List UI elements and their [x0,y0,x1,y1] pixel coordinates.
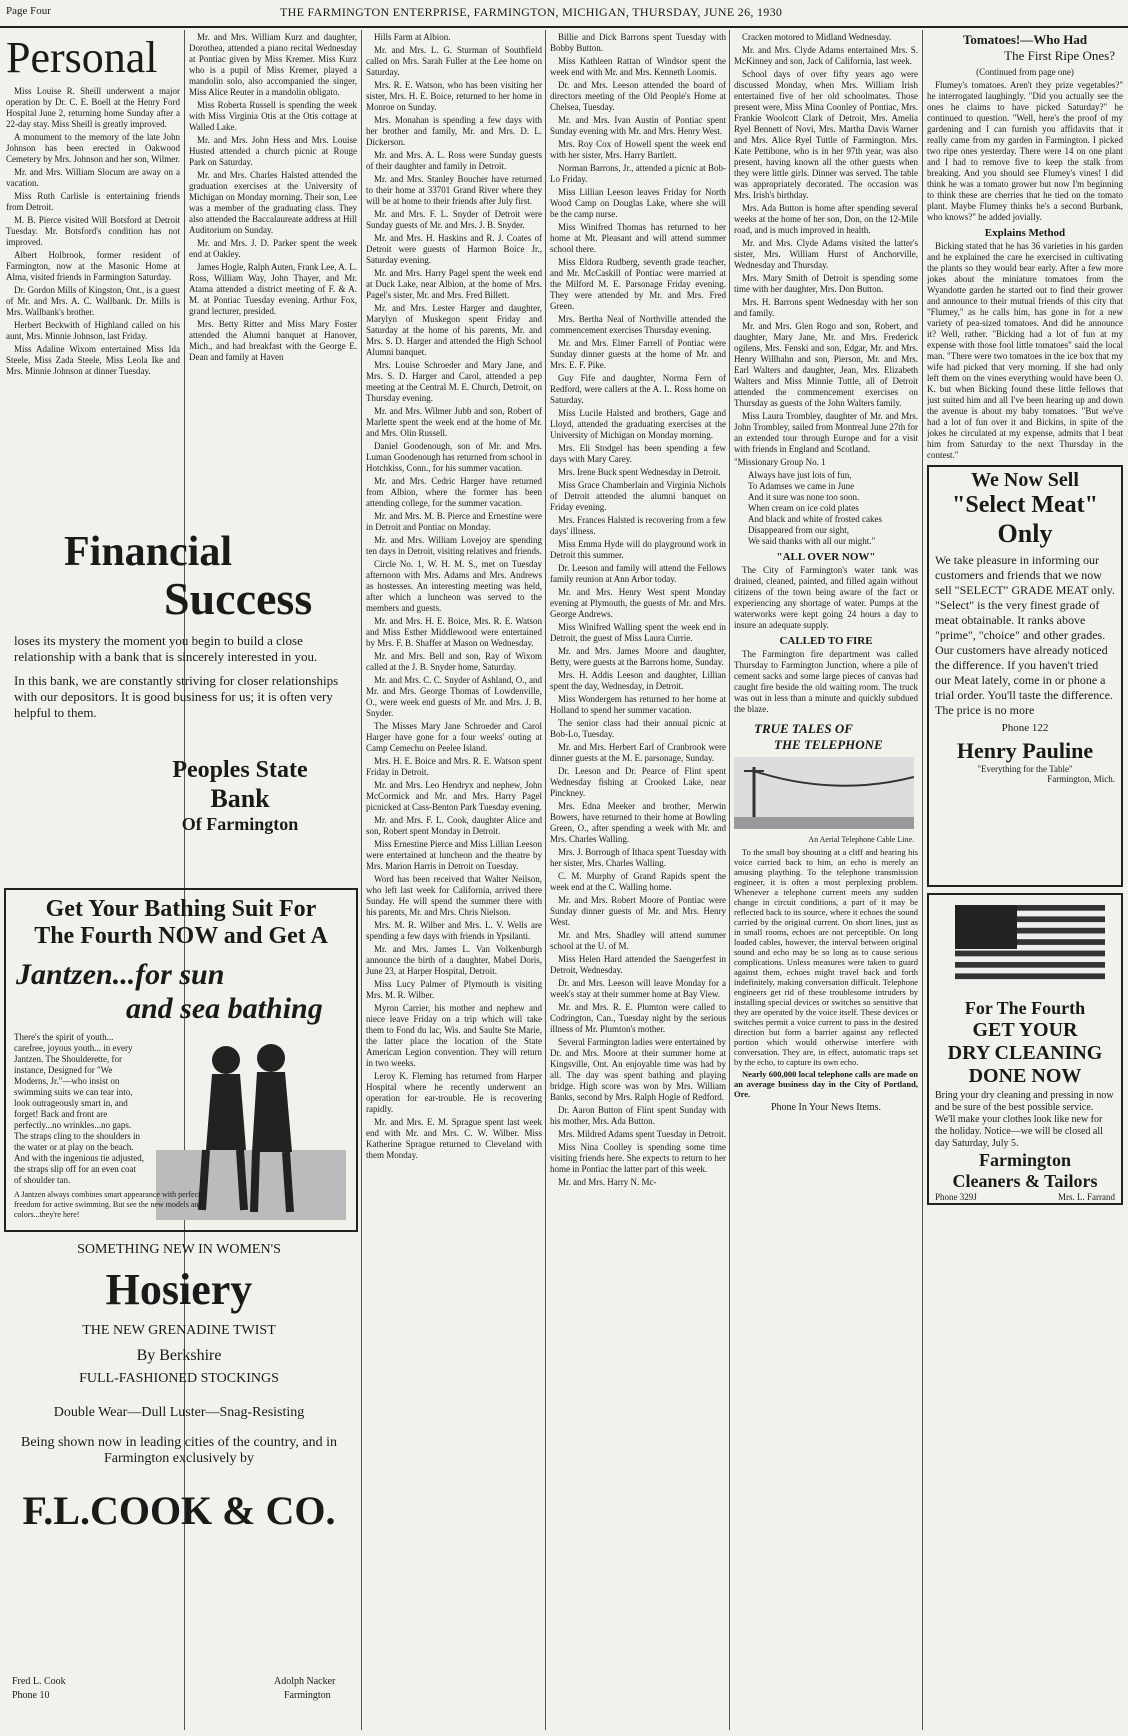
store-left-phone: Phone 10 [12,1690,50,1701]
news-item: Circle No. 1, W. H. M. S., met on Tuesday afternoon with Mrs. Adams and Mrs. Andrews as hostesses. An interesting meeting was held, after which a luncheon was served to the members and guests. [366,559,542,613]
hosiery-line-1: THE NEW GRENADINE TWIST [82,1323,276,1338]
fire-body: The Farmington fire department was called Thursday to Farmington Junction, where a pile of cement sacks and some large pieces of canvas had caught fire beside the old waiting room. The truck was out in less than a minute and quickly subdued the blaze. [734,649,918,714]
bank-name-line-2: Bank [210,784,270,813]
news-item: Albert Holbrook, former resident of Farmington, now at the Masonic Home at Alma, visited friends in Farmington Saturday. [6,250,180,282]
news-item: Mr. and Mrs. Glen Rogo and son, Robert, and daughter, Mary Jane, Mr. and Mrs. Frederick ogilens, Mrs. Fenski and son, Edgar, Mr. and Mrs. Henry Willhahn and son, Pierson, Mr. and Mrs. Earl Walters and daughter, Jean, Mrs. Elizabeth Walters and Miss Minnie Tuttle, all of Detroit attended the commencement exercises on Thursday as guests of the John Walters family. [734,321,918,408]
news-column-2 [189,32,357,487]
poem-title: "Missionary Group No. 1 [734,457,826,467]
news-item: Mr. and Mrs. Harry N. Mc- [558,1177,657,1187]
bank-name-line-1: Peoples State [172,757,308,783]
news-item: Mr. and Mrs. Stanley Boucher have returned to their home at 33701 Grand River where they will be at home to their friends after July first. [366,174,542,206]
news-item: Word has been received that Walter Neilson, who left last week for California, arrived there Sunday. He will spend the summer there with his parents, Mr. and Mrs. Chris Nielson. [366,874,542,917]
news-column-5 [734,32,918,1730]
news-item: Dr. Leeson and family will attend the Fellows family reunion at Ann Arbor today. [550,563,726,584]
news-item: Mrs. J. Borrough of Ithaca spent Tuesday with her sister, Mrs. Charles Walling. [550,847,726,868]
bank-name-line-3: Of Farmington [181,814,299,834]
poem-line: Always have just lots of fun, [748,470,852,480]
news-item: James Hogle, Ralph Auten, Frank Lee, A. L. Ross, William Way, John Thayer, and Mr. Atama attended a district meeting of F. & A. M. at Pontiac Tuesday evening. Arthur Fox, grand lecturer, presided. [189,262,357,316]
poem-line: And black and white of frosted cakes [748,514,882,524]
jantzen-brand: Jantzen...for sun [16,958,225,991]
tomato-headline-2: The First Ripe Ones? [1004,48,1115,63]
bank-ad-word-success: Success [164,573,313,624]
news-item: Mrs. Ada Button is home after spending several weeks at the home of her son, Don, on the 12-Mile road, and is much improved in health. [734,203,918,235]
poem-line: Disappeared from our sight, [748,525,849,535]
cleaners-footer [935,1192,1115,1202]
column-rule [361,30,362,1730]
meat-line-2: "Select Meat" [952,492,1098,518]
news-item: Mrs. Louise Schroeder and Mary Jane, and Mrs. S. D. Harger and Carol, attended a pep meeting at the Central M. E. Church, Detroit, on Thursday evening. [366,360,542,403]
meat-line-3: Only [997,519,1053,548]
news-item: Mr. and Mrs. F. L. Cook, daughter Alice and son, Robert spent Monday in Detroit. [366,815,542,836]
column-rule [922,30,923,1730]
meat-city: Farmington, Mich. [1047,774,1115,784]
cleaners-owner: Mrs. L. Farrand [1058,1192,1115,1202]
news-item: M. B. Pierce visited Will Botsford at Detroit Tuesday. Mr. Botsford's condition has not improved. [6,215,180,247]
news-item: Miss Winifred Walling spent the week end in Detroit, the guest of Miss Laura Currie. [550,622,726,643]
news-item: Mr. and Mrs. Shadley will attend summer school at the U. of M. [550,930,726,951]
continued-note: (Continued from page one) [976,67,1074,77]
jantzen-ad [4,888,358,1232]
news-item: Hills Farm at Albion. [374,32,451,42]
news-item: Miss Nina Coolley is spending some time visiting friends here. She expects to return to her home in Pontiac the latter part of this week. [550,1142,726,1174]
flag-stripe [955,951,1105,957]
news-item: Miss Grace Chamberlain and Virginia Nichols of Detroit attended the alumni banquet on Friday evening. [550,480,726,512]
news-item: Mr. and Mrs. Henry West spent Monday evening at Plymouth, the guests of Mr. and Mrs. George Andrews. [550,587,726,619]
bank-ad-body-2: In this bank, we are constantly striving for closer relationships with our depositors. It is good business for us; it is often very helpful to them. [14,673,339,720]
news-column-4 [550,32,726,1730]
jantzen-body: There's the spirit of youth... carefree, joyous youth... in every Jantzen. The Shoulderette, for instance, Designed for "We Moderns, Jr."—who insist on swimming suits we can tear into, look outrageously smart in, and forget! Back and front are perfectly...no wrinkles...no gaps. The straps cling to the shoulders in the water or at play on the beach. And with the ingenious tie adjusted, the straps slip off for an even coat of shoulder tan. [14,1032,144,1185]
news-item: Mr. and Mrs. Robert Moore of Pontiac were Sunday dinner guests of Mr. and Mrs. Henry West. [550,895,726,927]
news-item: Mr. and Mrs. James Moore and daughter, Betty, were guests at the Barrons home, Sunday. [550,646,726,667]
news-item: Miss Lillian Leeson leaves Friday for North Wood Camp on Douglas Lake, where she will be the camp nurse. [550,187,726,219]
tomato-body-1: Flumey's tomatoes. Aren't they prize vegetables?" he interrogated laughingly. "Did you actually see the ones he claims to have picked Saturday?" he continued to question. "Well, here's the proof of my gardening and I can furnish you affidavits that it really came from my garden in Farmington. I picked two ripe ones yesterday. There were 14 on one plant and I had to remove five to keep the stalk from breaking. And you should see Flumey's vines! I did think he was a tomato grower but now I'm beginning to think these are cherries that he tied on the tomato plant. Maybe Flumey thinks he's a second Burbank, who knows?" he added jovially. [927,80,1123,222]
cleaners-line-2: GET YOUR [972,1019,1078,1041]
news-item: Mr. and Mrs. Leo Hendryx and nephew, John McCormick and Mr. and Mrs. Harry Pagel picnicked at Cass-Benton Park Tuesday evening. [366,780,542,812]
news-item: Dr. and Mrs. Leeson will leave Monday for a week's stay at their summer home at Bay View. [550,978,726,999]
news-item: Miss Ruth Carlisle is entertaining friends from Detroit. [6,191,180,212]
hosiery-top-line: SOMETHING NEW IN WOMEN'S [77,1242,281,1257]
news-item: Miss Helen Hard attended the Saengerfest in Detroit, Wednesday. [550,954,726,975]
news-item: Several Farmington ladies were entertained by Dr. and Mrs. Moore at their summer home at Kingsville, Ont. An enjoyable time was had by all. The day was spent bathing and playing bridge. High score was won by Mrs. William Banks, second by Mrs. Ralph Hogle of Redford. [550,1037,726,1102]
cleaners-name-1: Farmington [979,1150,1071,1170]
news-item: Mr. and Mrs. E. M. Sprague spent last week end with Mr. and Mrs. C. W. Wilber. Miss Katherine Sprague returned to Cleveland with them Monday. [366,1117,542,1160]
poem-line: We said thanks with all our might." [748,536,876,546]
news-item: Mr. and Mrs. F. L. Snyder of Detroit were Sunday guests of Mr. and Mrs. J. B. Snyder. [366,209,542,230]
cleaners-line-3: DRY CLEANING [947,1042,1103,1064]
news-item: Guy Fife and daughter, Norma Fern of Redford, were callers at the A. L. Ross home on Saturday. [550,373,726,405]
news-item: Mrs. Bertha Neal of Northville attended the commencement exercises Thursday evening. [550,314,726,335]
news-item: Mrs. H. Barrons spent Wednesday with her son and family. [734,297,918,318]
meat-store-name: Henry Pauline [956,738,1094,763]
hosiery-ad [4,1236,354,1730]
news-item: Mr. and Mrs. Cedric Harger have returned from Albion, where the former has been attending college, for the summer vacation. [366,476,542,508]
jantzen-brand-2: and sea bathing [126,992,323,1025]
news-item: Mrs. Irene Buck spent Wednesday in Detroit. [558,467,721,477]
news-item: Mrs. Eli Stodgel has been spending a few days with Mary Carey. [550,443,726,464]
news-item: Billie and Dick Barrons spent Tuesday with Bobby Button. [550,32,726,53]
column-rule [729,30,730,1730]
news-item: Mr. and Mrs. Clyde Adams visited the latter's sister, Mrs. William Hurst of Anchorville, Wednesday and Thursday. [734,238,918,270]
news-item: Herbert Beckwith of Highland called on his aunt, Mrs. Minnie Johnson, last Friday. [6,320,180,341]
store-right-name: Adolph Nacker [274,1676,336,1687]
personal-items [6,86,180,377]
cleaners-line-1: For The Fourth [964,998,1086,1018]
bank-ad [4,520,356,880]
column-5-items [734,32,918,455]
news-item: Mrs. Betty Ritter and Miss Mary Foster attended the Alumni banquet at Hanover, Mich., and had breakfast with the George E. Dean and family at Haven [189,319,357,362]
flag-stripe [955,962,1105,968]
news-item: C. M. Murphy of Grand Rapids spent the week end at the C. Walling home. [550,871,726,892]
news-item: Miss Lucile Halsted and brothers, Gage and Lloyd, attended the graduating exercises at the University of Michigan on Monday morning. [550,408,726,440]
news-item: Mr. and Mrs. A. L. Ross were Sunday guests of their daughter and family in Detroit. [366,150,542,171]
telephone-cable-illustration [734,757,914,829]
all-over-heading: "ALL OVER NOW" [776,551,876,563]
news-item: Miss Ernestine Pierce and Miss Lillian Leeson were entertained at luncheon and the theatre by Mrs. Marion Harris in Detroit on Tuesday. [366,839,542,871]
news-item: Mrs. H. E. Boice and Mrs. R. E. Watson spent Friday in Detroit. [366,756,542,777]
hosiery-line-3: FULL-FASHIONED STOCKINGS [79,1371,279,1386]
news-item: Mr. and Mrs. William Slocum are away on a vacation. [6,167,180,188]
news-item: Mr. and Mrs. Bell and son, Ray of Wixom called at the J. B. Snyder home, Saturday. [366,651,542,672]
news-item: Miss Roberta Russell is spending the week with Miss Virginia Otis at the Otis cottage at Walled Lake. [189,100,357,132]
jantzen-foot: A Jantzen always combines smart appearance with perfect freedom for active swimming. But see the new models and colors...they're here! [14,1190,203,1219]
cleaners-line-4: DONE NOW [968,1065,1082,1087]
news-item: Mr. and Mrs. M. B. Pierce and Ernestine were in Detroit and Pontiac on Monday. [366,511,542,532]
news-item: Mr. and Mrs. William Kurz and daughter, Dorothea, attended a piano recital Wednesday at Pontiac given by Miss Kremer. Miss Kurz who is a pupil of Miss Kremer, played a mandolin solo, also accompanied the singer, Miss Alice Reuter in a mandolin obligato. [189,32,357,97]
news-item: Mr. and Mrs. Clyde Adams entertained Mrs. S. McKinney and son, Jack of California, last week. [734,45,918,66]
news-item: Mrs. Edna Meeker and brother, Merwin Bowers, have returned to their home at Bowling Green, O., after spending a week with Mr. and Mrs. Charles Walling. [550,801,726,844]
news-item: Daniel Goodenough, son of Mr. and Mrs. Luman Goodenough has returned from school in Hotchkiss, Conn., for his summer vacation. [366,441,542,473]
news-item: Miss Adaline Wixom entertained Miss Ida Steele, Miss Zada Steele, Miss Leola Ike and Mrs. Minnie Johnson at dinner Tuesday. [6,344,180,376]
news-item: Miss Laura Trombley, daughter of Mr. and Mrs. John Trombley, sailed from Montreal June 27th for an extended tour through Europe and for a visit with friends in England and Scotland. [734,411,918,454]
poem-line: And it sure was none too soon. [748,492,860,502]
poem-line: When cream on ice cold plates [748,503,859,513]
news-item: Mr. and Mrs. Ivan Austin of Pontiac spent Sunday evening with Mr. and Mrs. Henry West. [550,115,726,136]
news-item: Norman Barrons, Jr., attended a picnic at Bob-Lo Friday. [550,163,726,184]
news-item: Mr. and Mrs. L. G. Sturman of Southfield called on Mrs. Sarah Fuller at the Lee home on Saturday. [366,45,542,77]
news-item: Mr. and Mrs. William Lovejoy are spending ten days in Detroit, visiting relatives and friends. [366,535,542,556]
poem-line: To Adamses we came in June [748,481,855,491]
news-item: Mr. and Mrs. James L. Van Volkenburgh announce the birth of a daughter, Mabel Doris, June 23, at Harper Hospital, Detroit. [366,944,542,976]
news-item: Mrs. Mary Smith of Detroit is spending some time with her daughter, Mrs. Don Button. [734,273,918,294]
column-3-items [366,32,542,1161]
flag-stripe [955,973,1105,979]
news-item: Mr. and Mrs. C. C. Snyder of Ashland, O., and Mr. and Mrs. George Thomas of Lowdenville, O., were week end guests of Mr. and Mrs. J. B. Snyder. [366,675,542,718]
news-item: Mr. and Mrs. Charles Halsted attended the graduation exercises at the University of Michigan on Monday morning. Their son, Lee was a member of the graduating class. They also attended the Baccalaureate address at Hill Auditorium on Sunday. [189,170,357,235]
news-item: Mr. and Mrs. Lester Harger and daughter, Marylyn of Muskegon spent Friday and Saturday at the home of his parents, Mr. and Mrs. S. D. Harger and attended the High School Alumni banquet. [366,303,542,357]
tales-body: To the small boy shouting at a cliff and hearing his voice carried back to him, an echo is merely an amusing plaything. To the telephone transmission engineer, it is often a most perplexing problem. Whenever a telephone current meets any sudden change in circuit conditions, a part of it may be reflected back to its source, where it echoes the sound carried by the original current. On short lines, just as in small rooms, echoes are not perceptible. On long loaded cables, however, the interval between original sound and echo may be so long as to cause serious complications. Unless measures were taken to guard against them, echoes might travel back and forth indefinitely, making conversation difficult. Telephone engineers get rid of these troublesome intruders by installing special devices or switches so sensitive that they are operated by the voice itself. These devices or switches permit a voice current to pass in the desired direction but form a barrier against any reflected portion which would otherwise interfere with conversation. They are, in effect, automatic traps set by the echo, to capture its own echo. [734,847,918,1067]
column-4-items [550,32,726,1188]
news-item: Mr. and Mrs. Elmer Farrell of Pontiac were Sunday dinner guests at the home of Mr. and Mrs. E. F. Pike. [550,338,726,370]
news-item: Miss Wondergem has returned to her home at Holland to spend her summer vacation. [550,694,726,715]
column-2-items [189,32,357,363]
bank-ad-word-financial: Financial [64,529,233,575]
tomato-subhead: Explains Method [984,227,1066,239]
hosiery-line-2: By Berkshire [136,1347,222,1364]
news-item: Leroy K. Fleming has returned from Harper Hospital where he recently underwent an operation for ear-trouble. He is recovering rapidly. [366,1071,542,1114]
tomato-headline-1: Tomatoes!—Who Had [962,32,1088,47]
all-over-body: The City of Farmington's water tank was drained, cleaned, painted, and filled again without citizens of the town being aware of the fact or experiencing any shortage of water. Pumps at the waterworks were kept going 24 hours a day to insure an adequate supply. [734,565,918,630]
news-item: The senior class had their annual picnic at Bob-Lo, Tuesday. [550,718,726,739]
news-item: Mrs. Mildred Adams spent Tuesday in Detroit. [558,1129,726,1139]
cleaners-body: Bring your dry cleaning and pressing in now and be sure of the best possible service. We'll make your clothes look like new for the holiday. Notice—we will be closed all day Saturday, July 5. [935,1090,1114,1149]
news-item: Cracken motored to Midland Wednesday. [742,32,892,42]
news-item: Mr. and Mrs. H. E. Boice, Mrs. R. E. Watson and Miss Esther Middlewood were entertained by Mrs. F. B. Shaffer at Mason on Wednesday. [366,616,542,648]
news-item: Mr. and Mrs. Wilmer Jubb and son, Robert of Marlette spent the week end at the home of Mr. and Mrs. Olin Russell. [366,406,542,438]
column-rule [545,30,546,1730]
news-item: Mr. and Mrs. John Hess and Mrs. Louise Husted attended a church picnic at Rouge Park on Saturday. [189,135,357,167]
news-item: Mrs. R. E. Watson, who has been visiting her sister, Mrs. H. E. Boice, returned to her home in Monroe on Sunday. [366,80,542,112]
masthead-line: THE FARMINGTON ENTERPRISE, FARMINGTON, MICHIGAN, THURSDAY, JUNE 26, 1930 [280,5,783,19]
news-item: Mrs. M. R. Wilber and Mrs. L. V. Wells are spending a few days with friends in Ypsilanti. [366,920,542,941]
hosiery-line-5: Being shown now in leading cities of the country, and in Farmington exclusively by [21,1435,337,1466]
cleaners-phone: Phone 329J [935,1192,977,1202]
american-flag-illustration [935,897,1115,993]
tomato-body-2: Bicking stated that he has 36 varieties in his garden and he explained the care he exercised in cultivating the plants so they would bear early. After a few more jokes about the miniature tomatoes from the Wyandotte garden he started out to find their grower and announce to their mutual friends of this city that "Flumey," as he calls him, has gone in for a new variety of pea-sized tomatoes. And did he announce it? Well, rather. "Bicking had a lot of fun at my expense with those fool little tomatoes" said the local man. "There were two tomatoes in the ice box that my wife had picked that very morning. If she had only left them on the vines everything would have been O. K. but when Bicking found these little fellows that just suited him and all I've been hearing up and down the avenue is about my baby tomatoes. "But we've had a lot of fun over it and Bickins, in spite of the jokes he circulated at my expense, admits that I beat him from Saturday to the next Thursday in the contest." [927,241,1123,460]
meat-tagline: "Everything for the Table" [977,764,1073,774]
news-item: Miss Winifred Thomas has returned to her home at Mt. Pleasant and will attend summer school there. [550,222,726,254]
tales-caption: An Aerial Telephone Cable Line. [808,835,914,844]
hosiery-word: Hosiery [105,1265,253,1314]
news-item: Mrs. H. Addis Leeson and daughter, Lillian spent the day, Wednesday, in Detroit. [550,670,726,691]
masthead [0,0,1128,28]
news-item: Miss Eldora Rudberg, seventh grade teacher, and Mr. McCaskill of Pontiac were married at the Milford M. E. Parsonage Friday evening. They were attended by Mr. and Mrs. Fred Green. [550,257,726,311]
cleaners-name-2: Cleaners & Tailors [952,1171,1098,1191]
meat-line-1: We Now Sell [971,469,1079,491]
news-column-3 [366,32,542,1730]
news-item: School days of over fifty years ago were discussed Monday, when Mrs. William Irish entertained five of her old schoolmates. Those present were, Miss Mina Coonley of Pontiac, Mrs. Frankie Woolcott Clark of Detroit, Mrs. Amelia Ryel Bennett of Novi, Mrs. Martha Davis Warner and Mrs. Alice Ryel Tuttle of Farmington. Mrs. Kate Pettibone, who is in her 97th year, was also present, having known all the other guests when they were little girls. Dinner was served. The table was appropriately decorated. The occasion was Mrs. Irish's birthday. [734,69,918,200]
cleaners-ad [927,893,1123,1205]
store-right-city: Farmington [284,1690,331,1701]
tales-foot: Nearly 600,000 local telephone calls are made on an average business day in the City of Portland, Ore. [734,1069,918,1099]
news-item: Miss Kathleen Rattan of Windsor spent the week end with Mr. and Mrs. Kenneth Loomis. [550,56,726,77]
news-item: Mrs. Frances Halsted is recovering from a few days' illness. [550,515,726,536]
meat-body: We take pleasure in informing our customers and friends that we now sell "SELECT" GRADE MEAT only. "Select" is the very finest grade of meat obtainable. It ranks above "prime", "choice" and other grades. Our customers have already noticed the difference. If you haven't tried our Meat lately, come in or phone a trial order. You'll taste the difference. The price is no more [935,553,1115,717]
personal-heading: Personal [6,33,158,82]
news-item: Miss Louise R. Sheill underwent a major operation by Dr. C. E. Boell at the Henry Ford Hospital June 2, returning home Sunday after a 22-day stay. Miss Sheill is greatly improved. [6,86,180,129]
jantzen-headline-1: Get Your Bathing Suit For [45,896,317,922]
fire-heading: CALLED TO FIRE [779,635,873,647]
hosiery-line-4: Double Wear—Dull Luster—Snag-Resisting [53,1405,305,1420]
news-item: Dr. Gordon Mills of Kingston, Ont., is a guest of Mr. and Mrs. A. C. Wallbank. Dr. Mills is Mrs. Wallbank's brother. [6,285,180,317]
news-item: Mr. and Mrs. R. E. Plumton were called to Codrington, Can., Tuesday night by the serious illness of Mr. Plumton's mother. [550,1002,726,1034]
bank-ad-body-1: loses its mystery the moment you begin to build a close relationship with a bank that is sincerely interested in you. [14,633,318,664]
news-item: Mr. and Mrs. Harry Pagel spent the week end at Duck Lake, near Albion, at the home of Mrs. Pagel's sister, Mr. and Mrs. Fred Billett. [366,268,542,300]
news-item: Myron Carrier, his mother and nephew and niece leave Friday on a trip which will take them to Fond du lac, Wis. and Saulte Ste Marie, the latter place the location of the State American Legion convention. They will return in two weeks. [366,1003,542,1068]
news-item: Miss Emma Hyde will do playground work in Detroit this summer. [550,539,726,560]
news-item: Mrs. Roy Cox of Howell spent the week end with her sister, Mrs. Harry Bartlett. [550,139,726,160]
meat-phone: Phone 122 [1001,722,1049,734]
news-item: Mr. and Mrs. Herbert Earl of Cranbrook were dinner guests at the M. E. parsonage, Sunday. [550,742,726,763]
personal-column [6,32,180,492]
news-item: Mr. and Mrs. J. D. Parker spent the week end at Oakley. [189,238,357,259]
store-left-name: Fred L. Cook [12,1676,66,1687]
news-item: Dr. and Mrs. Leeson attended the board of directors meeting of the Old People's Home at Chelsea, Tuesday. [550,80,726,112]
store-name: F.L.COOK & CO. [22,1488,336,1533]
news-item: The Misses Mary Jane Schroeder and Carol Harger have gone for a four weeks' outing at Camp Cemechu on Peelee Island. [366,721,542,753]
page-number: Page Four [6,5,51,17]
news-item: Mrs. Monahan is spending a few days with her brother and family, Mr. and Mrs. D. L. Dickerson. [366,115,542,147]
news-column-6 [927,32,1123,1730]
jantzen-headline-2: The Fourth NOW and Get A [34,923,328,949]
phone-in-news-line: Phone In Your News Items. [771,1102,881,1113]
meat-ad [927,465,1123,887]
news-item: A monument to the memory of the late John Johnson has been erected in Oakwood Cemetery by Mrs. Johnson and her son, Wilmer. [6,132,180,164]
news-item: Mr. and Mrs. H. Haskins and R. J. Coates of Detroit were guests of Harmon Boice Jr., Saturday evening. [366,233,542,265]
news-item: Dr. Leeson and Dr. Pearce of Flint spent Wednesday fishing at Crooked Lake, near Pinckney. [550,766,726,798]
poem [734,470,918,547]
news-item: Miss Lucy Palmer of Plymouth is visiting Mrs. M. R. Wilber. [366,979,542,1000]
tales-title-1: TRUE TALES OF [754,721,853,736]
news-item: Dr. Aaron Button of Flint spent Sunday with his mother, Mrs. Ada Button. [550,1105,726,1126]
tales-title-2: THE TELEPHONE [774,737,883,752]
